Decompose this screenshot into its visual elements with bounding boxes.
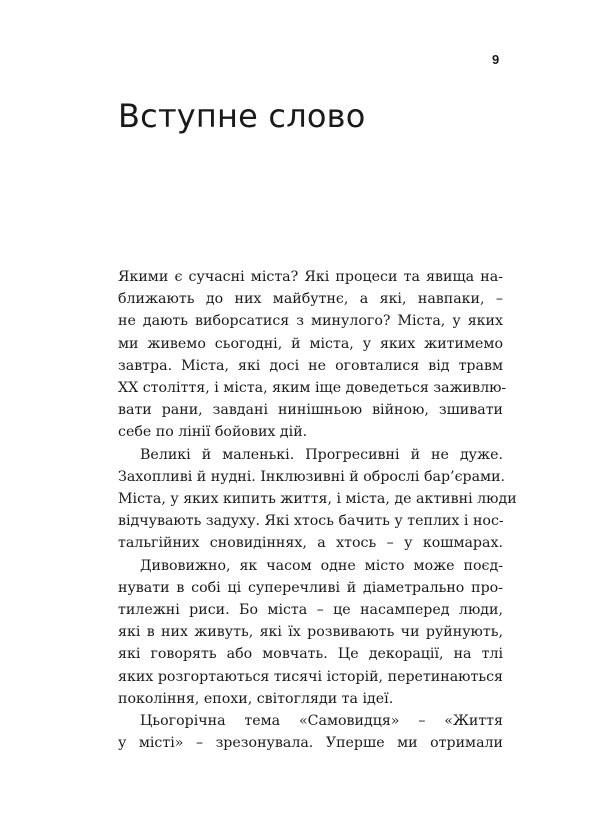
text-line: тальгійних сновидіннях, а хтось – у кошмарах. bbox=[118, 535, 503, 552]
text-line: Великі й маленькі. Прогресивні й не дуже. bbox=[140, 446, 503, 463]
text-line: Дивовижно, як часом одне місто може поєд- bbox=[140, 557, 503, 574]
text-line: яких розгортаються тисячі історій, перетинаються bbox=[118, 668, 503, 685]
text-line: Міста, у яких кипить життя, і міста, де активні люди bbox=[118, 491, 517, 508]
text-line: покоління, епохи, світогляди та ідеї. bbox=[118, 690, 394, 707]
body-text bbox=[118, 266, 517, 754]
text-line: нувати в собі ці суперечливі й діаметрально про- bbox=[118, 579, 503, 596]
text-line: вати рани, завдані нинішньою війною, зшивати bbox=[118, 402, 503, 419]
paragraph-1 bbox=[118, 266, 507, 444]
paragraph-2 bbox=[118, 444, 517, 555]
chapter-title: Вступне слово bbox=[118, 97, 366, 135]
text-line: у місті» – зрезонувала. Уперше ми отримали bbox=[118, 735, 503, 752]
text-line: тилежні риси. Бо міста – це насамперед люди, bbox=[118, 602, 503, 619]
paragraph-4 bbox=[118, 710, 503, 754]
text-line: Захопливі й нудні. Інклюзивні й оброслі бар’єрами. bbox=[118, 468, 506, 485]
text-line: ближають до них майбутнє, а які, навпаки, – bbox=[118, 291, 503, 308]
text-line: які в них живуть, які їх розвивають чи руйнують, bbox=[118, 624, 503, 641]
text-line: себе по лінії бойових дій. bbox=[118, 424, 308, 441]
text-line: завтра. Міста, які досі не оговталися від травм bbox=[118, 357, 503, 374]
text-line: ми живемо сьогодні, й міста, у яких житимемо bbox=[118, 335, 503, 352]
text-line: Цьогорічна тема «Самовидця» – «Життя bbox=[140, 713, 503, 730]
paragraph-3 bbox=[118, 555, 503, 710]
page-number: 9 bbox=[492, 52, 500, 67]
text-line: Якими є сучасні міста? Які процеси та явища на- bbox=[118, 269, 503, 285]
text-line: відчувають задуху. Які хтось бачить у теплих і нос- bbox=[118, 513, 504, 530]
text-line: не дають виборсатися з минулого? Міста, у яких bbox=[118, 313, 503, 330]
text-line: які говорять або мовчать. Це декорації, на тлі bbox=[118, 646, 503, 663]
text-line: XX століття, і міста, яким іще доведеться заживлю- bbox=[118, 380, 507, 397]
